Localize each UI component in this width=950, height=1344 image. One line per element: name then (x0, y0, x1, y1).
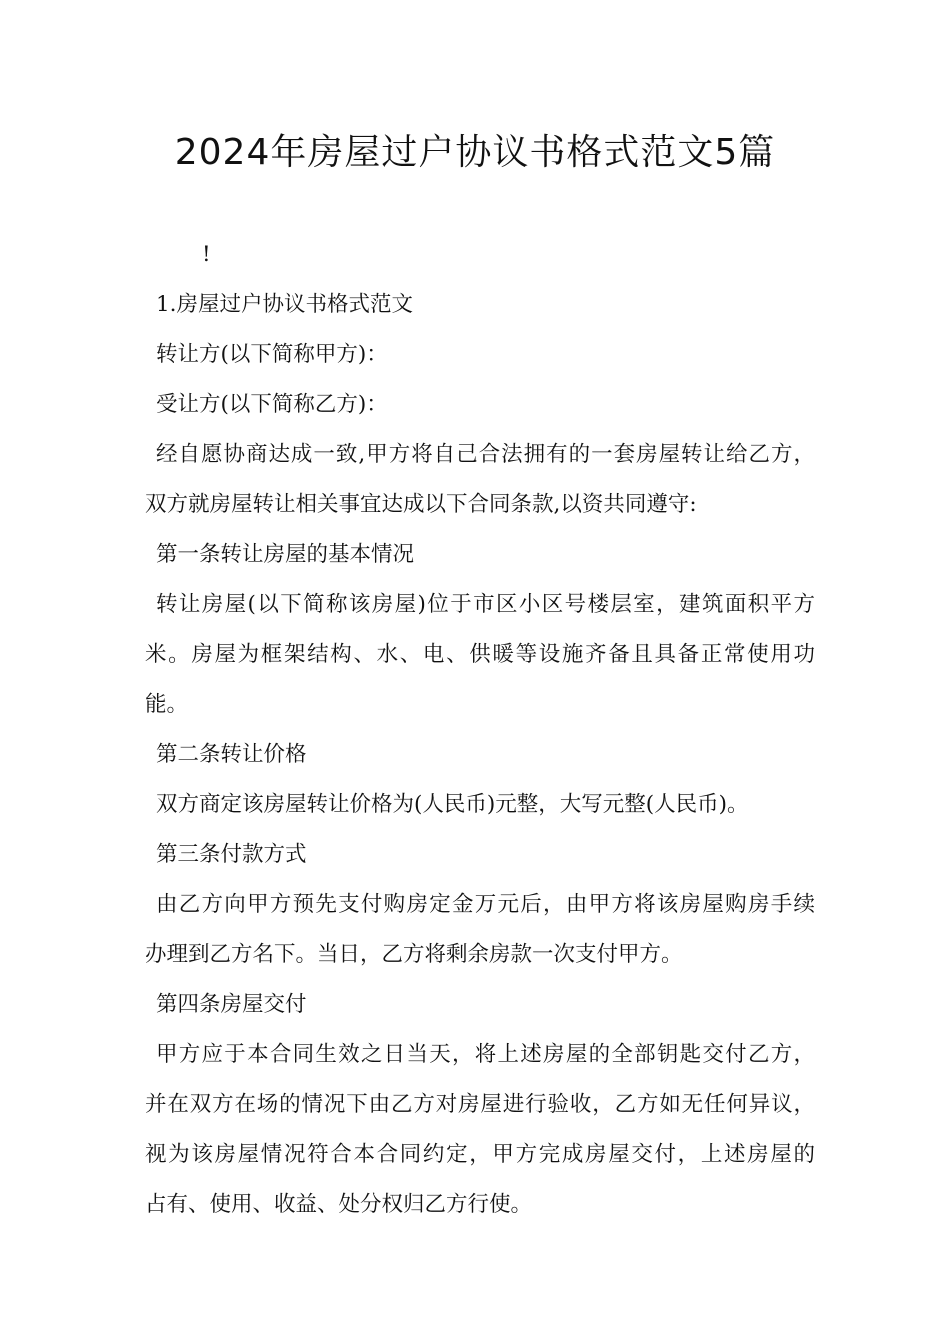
page-title: 2024年房屋过户协议书格式范文5篇 (174, 132, 776, 173)
paragraph-line: 办理到乙方名下。当日，乙方将剩余房款一次支付甲方。 (145, 942, 683, 967)
paragraph-line: 转让房屋(以下简称该房屋)位于市区小区号楼层室，建筑面积平方 (156, 592, 815, 617)
paragraph-line: 甲方应于本合同生效之日当天，将上述房屋的全部钥匙交付乙方， (156, 1042, 815, 1067)
document-body (145, 230, 815, 1230)
article-heading: 第二条转让价格 (156, 742, 307, 767)
article-heading: 第一条转让房屋的基本情况 (156, 542, 415, 567)
paragraph-line: 米。房屋为框架结构、水、电、供暖等设施齐备且具备正常使用功 (145, 642, 815, 667)
paragraph-line: 占有、使用、收益、处分权归乙方行使。 (145, 1192, 533, 1217)
paragraph-line: 经自愿协商达成一致,甲方将自己合法拥有的一套房屋转让给乙方， (156, 442, 815, 467)
exclamation-line: ! (202, 242, 211, 267)
transferee-line: 受让方(以下简称乙方)： (156, 392, 388, 417)
paragraph-line: 并在双方在场的情况下由乙方对房屋进行验收，乙方如无任何异议， (145, 1092, 815, 1117)
transferor-line: 转让方(以下简称甲方)： (156, 342, 388, 367)
paragraph-line: 能。 (145, 692, 189, 717)
paragraph-line: 视为该房屋情况符合本合同约定，甲方完成房屋交付，上述房屋的 (145, 1142, 815, 1167)
paragraph-line: 双方商定该房屋转让价格为(人民币)元整，大写元整(人民币)。 (156, 792, 749, 817)
section-heading: 1.房屋过户协议书格式范文 (156, 292, 414, 317)
article-heading: 第四条房屋交付 (156, 992, 307, 1017)
paragraph-line: 双方就房屋转让相关事宜达成以下合同条款,以资共同遵守: (145, 492, 697, 517)
article-heading: 第三条付款方式 (156, 842, 307, 867)
paragraph-line: 由乙方向甲方预先支付购房定金万元后，由甲方将该房屋购房手续 (156, 892, 815, 917)
